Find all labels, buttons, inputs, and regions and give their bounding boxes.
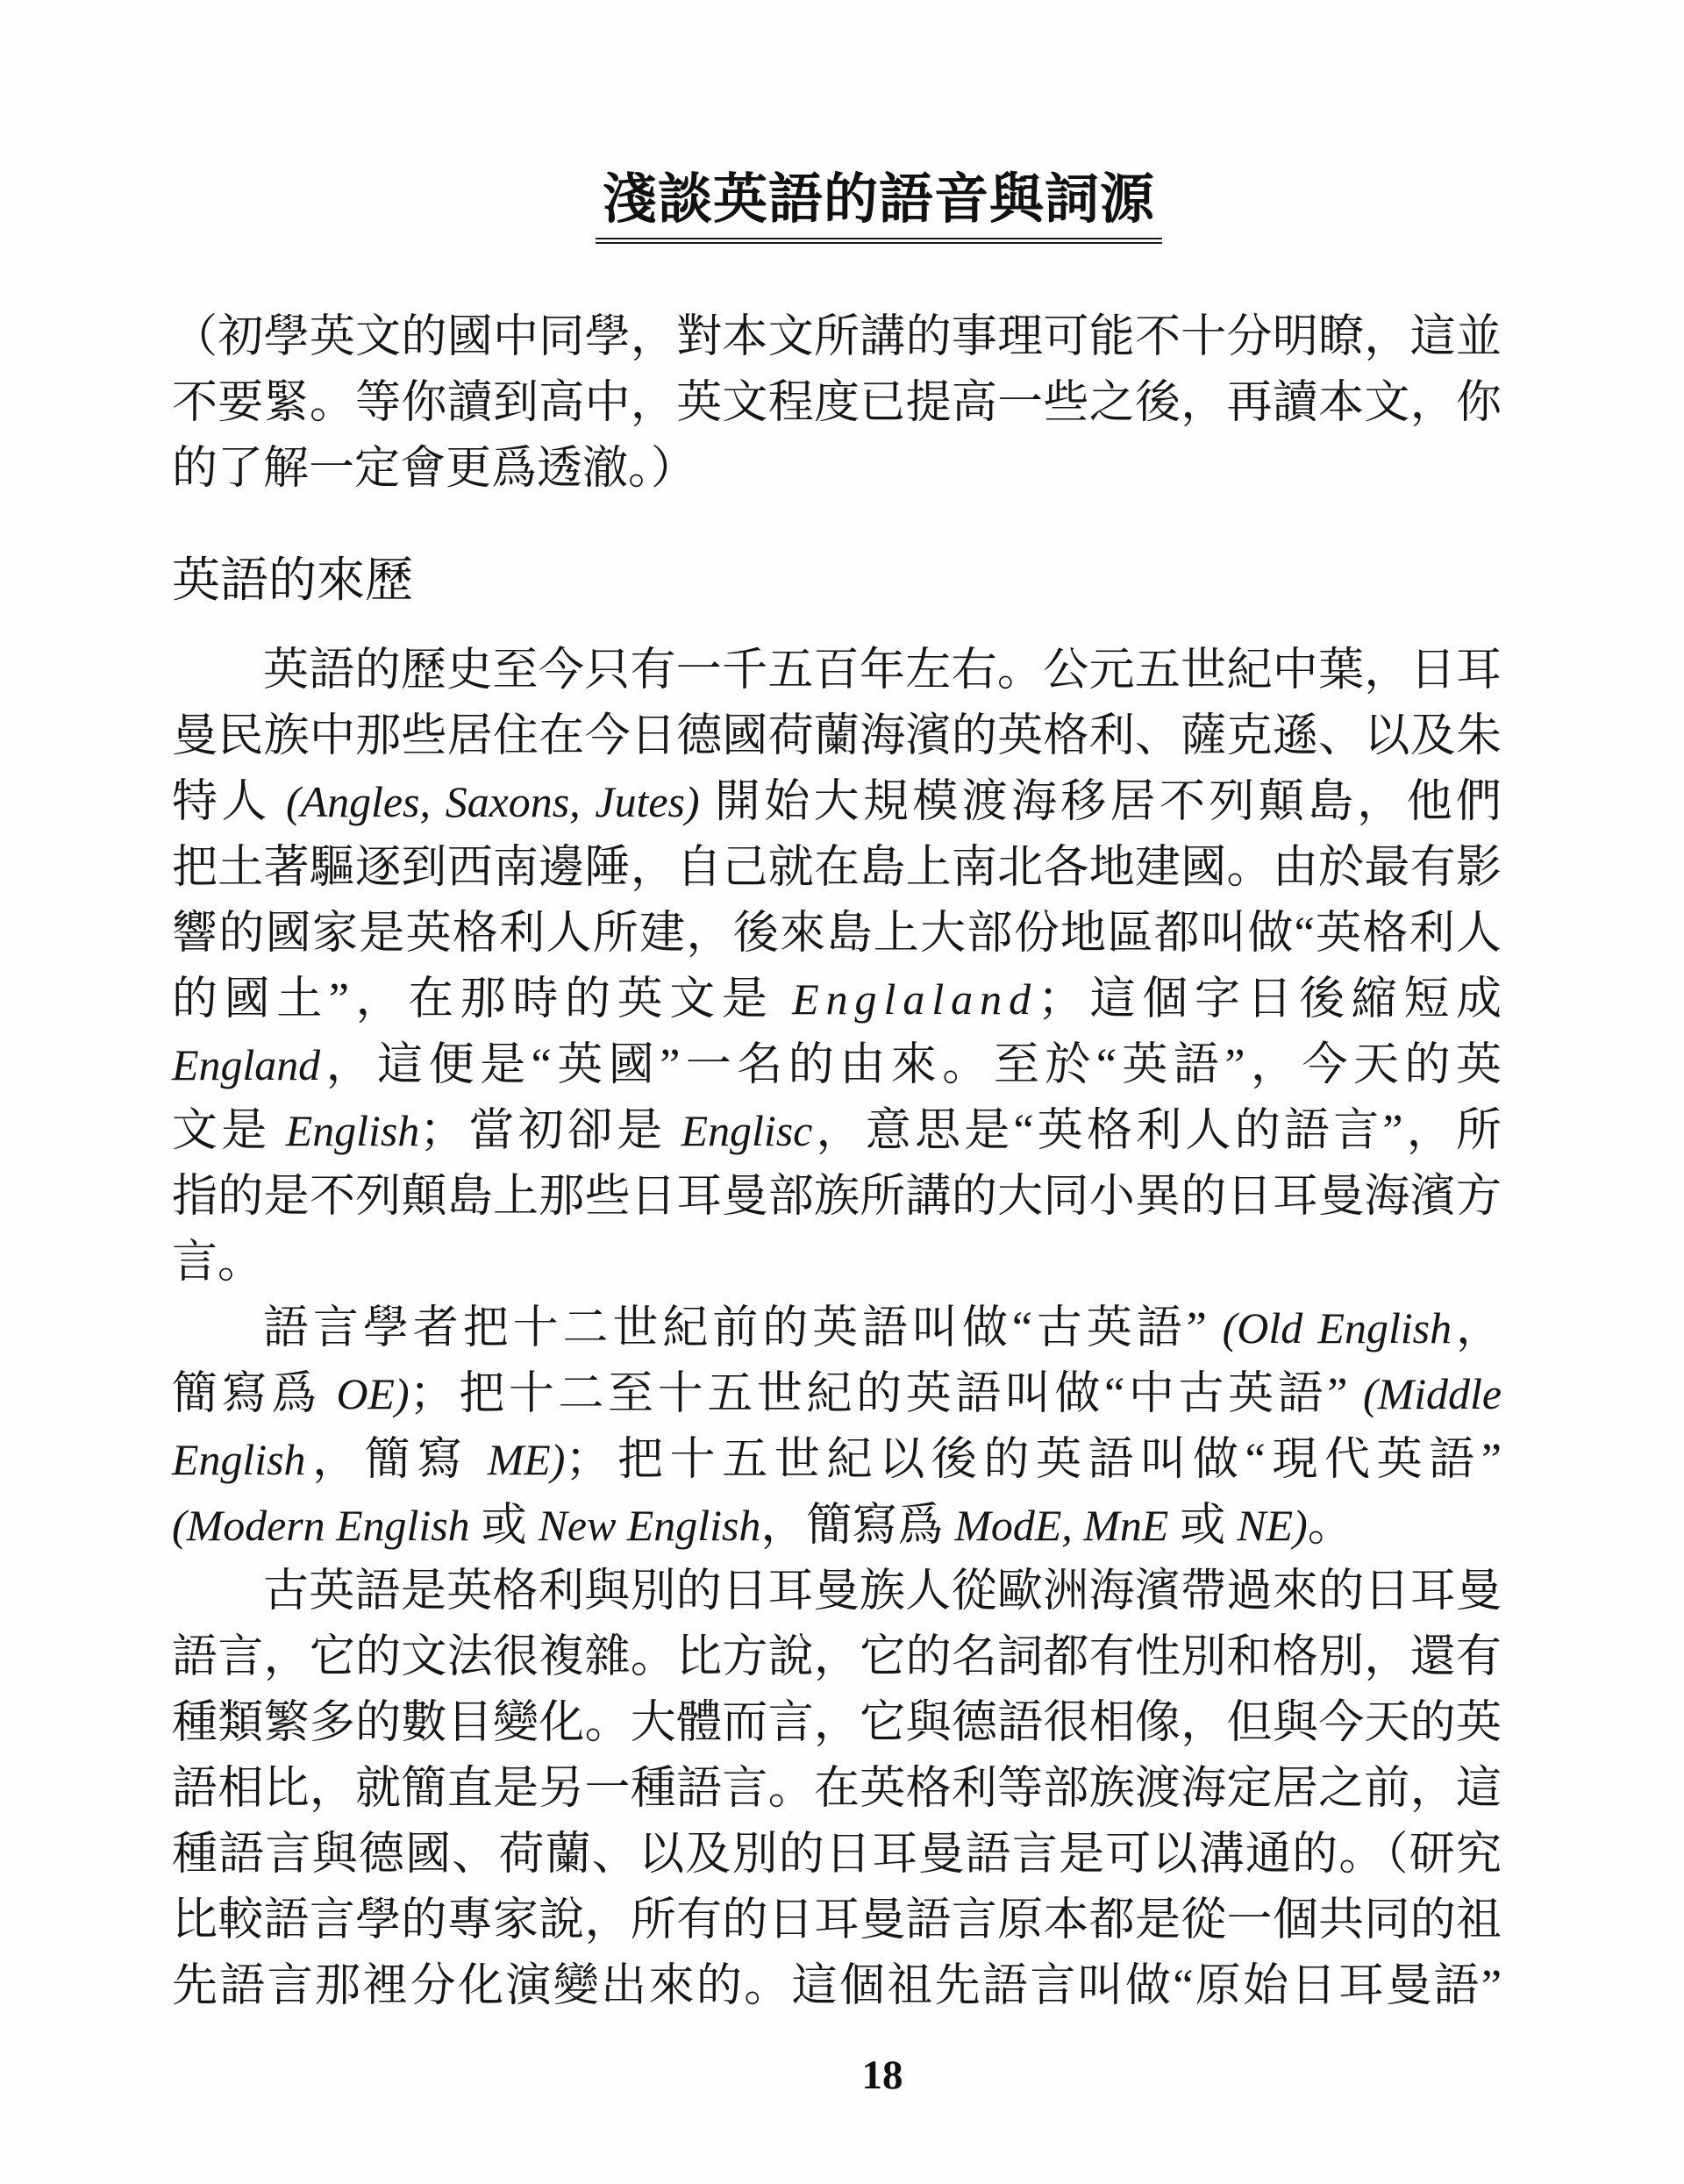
english-term: ME) [487,1436,566,1484]
text-run: 文是 [172,1106,286,1156]
text-run: （初學英文的國中同學，對本文所講的事理可能不十分明瞭，這並 [172,312,1502,362]
text-line [172,1427,1502,1493]
english-term: NE) [1237,1502,1308,1550]
text-run: ；把十五世紀以後的英語叫做“現代英語” [565,1435,1502,1485]
text-run: ，簡寫 [305,1435,488,1485]
text-run: ，這便是“英國”一名的由來。至於“英語”，今天的英 [320,1040,1502,1090]
text-run: 英語的歷史至今只有一千五百年左右。公元五世紀中葉，日耳 [263,646,1502,696]
page-number: 18 [861,2052,903,2098]
text-line [172,370,1502,436]
english-term: Englisc [681,1107,813,1155]
text-line [172,967,1502,1032]
english-term: New English [538,1502,761,1550]
text-run: 開始大規模渡海移居不列顛島，他們 [699,777,1502,827]
english-term: English [285,1107,420,1155]
text-line [172,1690,1502,1756]
text-run: 的國土”，在那時的英文是 [172,974,793,1024]
text-run: 種語言與德國、荷蘭、以及別的日耳曼語言是可以溝通的。（研究 [172,1830,1502,1880]
text-line [172,1032,1502,1098]
text-line [172,901,1502,967]
text-line [172,1295,1502,1361]
section-heading: 英語的來歷 [172,553,414,607]
text-run: 簡寫爲 [172,1369,337,1419]
document-body [172,304,1502,2019]
text-line [172,1164,1502,1230]
text-run: ， [1452,1303,1502,1353]
english-term: (Middle [1363,1370,1502,1418]
english-term: (Angles, Saxons, Jutes) [286,778,700,826]
text-line [172,1230,1502,1295]
text-run: ；這個字日後縮短成 [1038,974,1502,1024]
text-run: 言。 [172,1238,264,1288]
text-run: 或 [469,1501,539,1551]
english-term: ModE, MnE [954,1502,1169,1550]
page-number-row [0,2052,1684,2098]
page-title: 淺談英語的語音與詞源 [596,172,1162,244]
text-run: 。 [1307,1501,1353,1551]
text-run: 指的是不列顛島上那些日耳曼部族所講的大同小異的日耳曼海濱方 [172,1172,1502,1222]
english-term: (Modern English [172,1502,470,1550]
text-run: 曼民族中那些居住在今日德國荷蘭海濱的英格利、薩克遜、以及朱 [172,711,1502,761]
text-line [172,1361,1502,1427]
text-run: 語言，它的文法很複雜。比方說，它的名詞都有性別和格別，還有 [172,1632,1502,1682]
text-run: 先語言那裡分化演變出來的。這個祖先語言叫做“原始日耳曼語” [172,1961,1502,2011]
text-line [172,1098,1502,1164]
text-line [172,1559,1502,1624]
text-line [172,1822,1502,1888]
english-term: (Old English [1222,1304,1452,1353]
text-line [172,1953,1502,2019]
text-run: 語相比，就簡直是另一種語言。在英格利等部族渡海定居之前，這 [172,1764,1502,1814]
text-run: 比較語言學的專家說，所有的日耳曼語言原本都是從一個共同的祖 [172,1895,1502,1945]
text-run: 的了解一定會更爲透澈。） [172,444,697,494]
text-run: ，意思是“英格利人的語言”，所 [812,1106,1502,1156]
title-row [0,169,1684,244]
text-run: 古英語是英格利與別的日耳曼族人從歐洲海濱帶過來的日耳曼 [263,1567,1502,1617]
english-term: England [172,1041,321,1089]
english-term: OE) [336,1370,410,1418]
text-run: 語言學者把十二世紀前的英語叫做“古英語” [263,1303,1223,1353]
english-term: Englaland [792,975,1038,1024]
text-line [172,1493,1502,1559]
text-line [172,1888,1502,1953]
text-run: 響的國家是英格利人所建，後來島上大部份地區都叫做“英格利人 [172,909,1502,959]
text-run: 種類繁多的數目變化。大體而言，它與德語很相像，但與今天的英 [172,1698,1502,1748]
text-line [172,703,1502,769]
text-run: 不要緊。等你讀到高中，英文程度已提高一些之後，再讀本文，你 [172,378,1502,428]
text-line [172,835,1502,901]
text-line [172,1756,1502,1822]
text-line [172,1624,1502,1690]
text-run: 特人 [172,777,287,827]
text-line [172,436,1502,502]
text-run: ；當初卻是 [419,1106,681,1156]
text-run: 把土著驅逐到西南邊陲，自己就在島上南北各地建國。由於最有影 [172,843,1502,893]
english-term: English [172,1436,306,1484]
text-run: 或 [1168,1501,1238,1551]
text-line [172,638,1502,703]
text-line [172,769,1502,835]
text-line [172,304,1502,370]
text-run: ；把十二至十五世紀的英語叫做“中古英語” [409,1369,1363,1419]
text-run: ，簡寫爲 [760,1501,955,1551]
